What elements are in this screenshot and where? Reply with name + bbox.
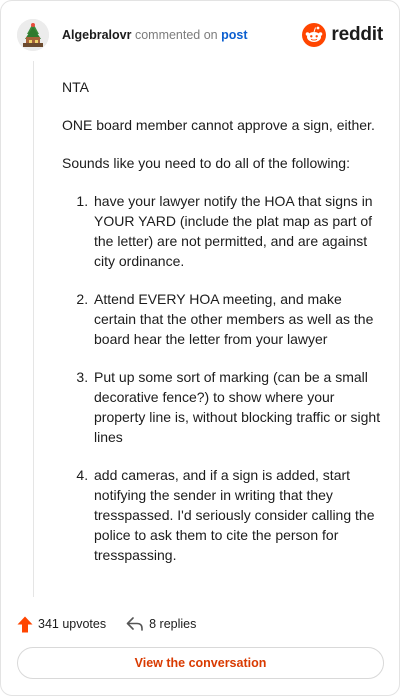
thread-line bbox=[33, 61, 34, 597]
comment-paragraph: ONE board member cannot approve a sign, either. bbox=[62, 117, 375, 133]
view-conversation-button[interactable]: View the conversation bbox=[17, 647, 384, 679]
comment-actions bbox=[17, 613, 196, 635]
list-item: 2. Attend EVERY HOA meeting, and make certain that the other members as well as the board hear the letter from your lawyer bbox=[92, 289, 384, 349]
list-item: 3. Put up some sort of marking (can be a small decorative fence?) to show where your property line is, without blocking traffic or sight lines bbox=[92, 367, 384, 447]
comment-list bbox=[92, 191, 384, 565]
commented-on-label: commented on bbox=[134, 28, 218, 42]
reddit-logo[interactable] bbox=[302, 21, 383, 49]
upvote-arrow-icon bbox=[17, 616, 33, 633]
reply-arrow-icon bbox=[126, 617, 144, 631]
upvote-button[interactable] bbox=[17, 616, 106, 633]
upvote-count: 341 upvotes bbox=[38, 617, 107, 631]
reddit-snoo-icon bbox=[302, 23, 326, 47]
comment-paragraph: NTA bbox=[62, 79, 89, 95]
comment-meta bbox=[62, 27, 248, 43]
comment-header bbox=[17, 19, 383, 51]
replies-button[interactable] bbox=[126, 617, 196, 631]
comment-paragraph: Sounds like you need to do all of the following: bbox=[62, 155, 350, 171]
list-item: 1. have your lawyer notify the HOA that signs in YOUR YARD (include the plat map as part of the letter) are not permitted, and are against city ordinance. bbox=[92, 191, 384, 271]
user-avatar[interactable] bbox=[17, 19, 49, 51]
list-item: 4. add cameras, and if a sign is added, start notifying the sender in writing that they tresspassed. I'd seriously consider calling the police to ask them to cite the person for tresspassing. bbox=[92, 465, 384, 565]
reddit-wordmark: reddit bbox=[331, 24, 383, 45]
reply-count: 8 replies bbox=[149, 617, 197, 631]
comment-body bbox=[62, 77, 384, 583]
post-link[interactable]: post bbox=[221, 28, 248, 42]
username[interactable]: Algebralovr bbox=[62, 28, 132, 42]
